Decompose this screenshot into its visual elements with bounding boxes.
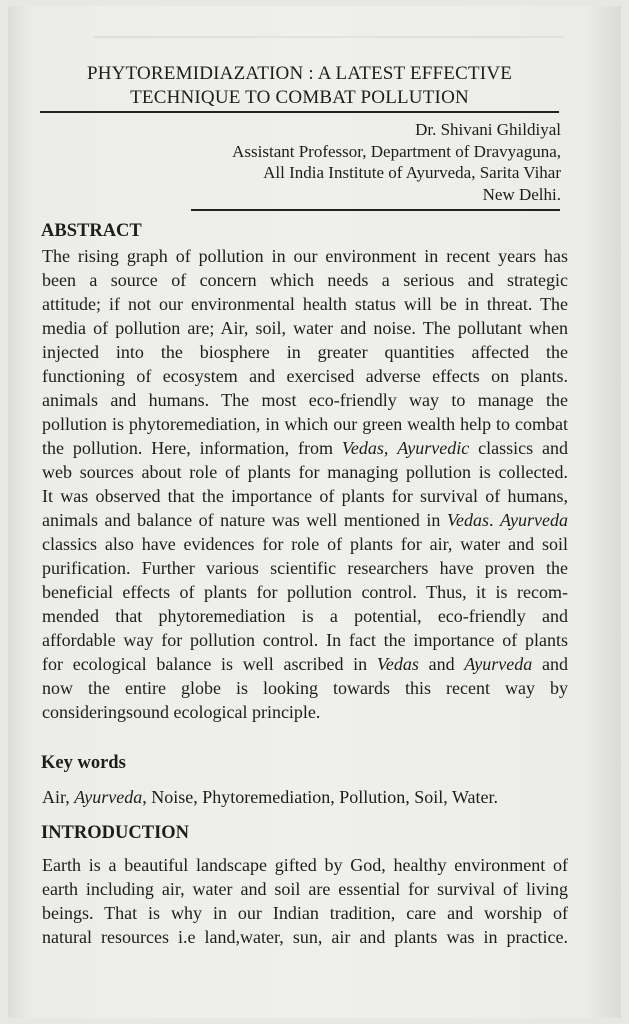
article-title [40,62,559,110]
abstract-line: purification. Further various scientific researchers have proven the [42,558,568,578]
abstract-line: affordable way for pollution control. In fact the importance of plants [42,630,568,650]
title-line-1: PHYTOREMIDIAZATION : A LATEST EFFECTIVE [86,63,513,84]
abstract-line: pollution is phytoremediation, in which our green wealth help to combat [42,414,568,434]
abstract-line: the pollution. Here, information, from Vedas, Ayurvedic classics and [42,438,569,458]
abstract-line: consideringsound ecological principle. [42,702,321,722]
author-name: Dr. Shivani Ghildiyal [415,120,561,139]
abstract-line: The rising graph of pollution in our environment in recent years has [42,246,568,266]
author-city: New Delhi. [482,184,561,204]
abstract-line: attitude; if not our environmental health status will be in threat. The [42,294,568,314]
abstract-line: functioning of ecosystem and exercised adverse effects on plants. [42,366,568,386]
author-position: Assistant Professor, Department of Dravyaguna, [232,141,561,161]
keywords-heading: Key words [41,753,126,773]
author-rule [191,209,560,211]
abstract-line: media of pollution are; Air, soil, water and noise. The pollutant when [42,318,568,338]
introduction-line: natural resources i.e land,water, sun, air and plants was in practice. [42,927,568,947]
abstract-line: injected into the biosphere in greater quantities affected the [42,342,568,362]
abstract-line: been a source of concern which needs a serious and strategic [42,270,568,290]
introduction-body [42,853,568,949]
keywords-body [42,785,568,809]
abstract-line: beneficial effects of plants for pollution control. Thus, it is recom- [42,582,568,602]
author-institute: All India Institute of Ayurveda, Sarita Vihar [263,163,561,182]
abstract-line: classics also have evidences for role of plants for air, water and soil [42,534,568,554]
introduction-line: Earth is a beautiful landscape gifted by God, healthy environment of [42,855,568,875]
abstract-body [42,244,568,724]
abstract-line: web sources about role of plants for managing pollution is collected. [42,462,568,482]
introduction-heading: INTRODUCTION [41,823,190,843]
title-line-2: TECHNIQUE TO COMBAT POLLUTION [130,87,469,108]
abstract-line: It was observed that the importance of plants for survival of humans, [42,486,568,506]
abstract-line: animals and balance of nature was well mentioned in Vedas. Ayurveda [42,510,569,530]
abstract-line: now the entire globe is looking towards this recent way by [42,678,568,698]
keywords-text: Air, Ayurveda, Noise, Phytoremediation, Pollution, Soil, Water. [42,787,498,807]
abstract-line: mended that phytoremediation is a potential, eco-friendly and [42,606,568,626]
introduction-line: earth including air, water and soil are essential for survival of living [42,879,568,899]
title-rule [40,111,559,113]
abstract-line: for ecological balance is well ascribed in Vedas and Ayurveda and [42,654,568,674]
show-through-line [93,36,563,38]
author-block [140,119,561,205]
abstract-heading: ABSTRACT [41,221,142,241]
introduction-line: beings. That is why in our Indian tradition, care and worship of [42,903,568,923]
abstract-line: animals and humans. The most eco-friendly way to manage the [42,390,568,410]
